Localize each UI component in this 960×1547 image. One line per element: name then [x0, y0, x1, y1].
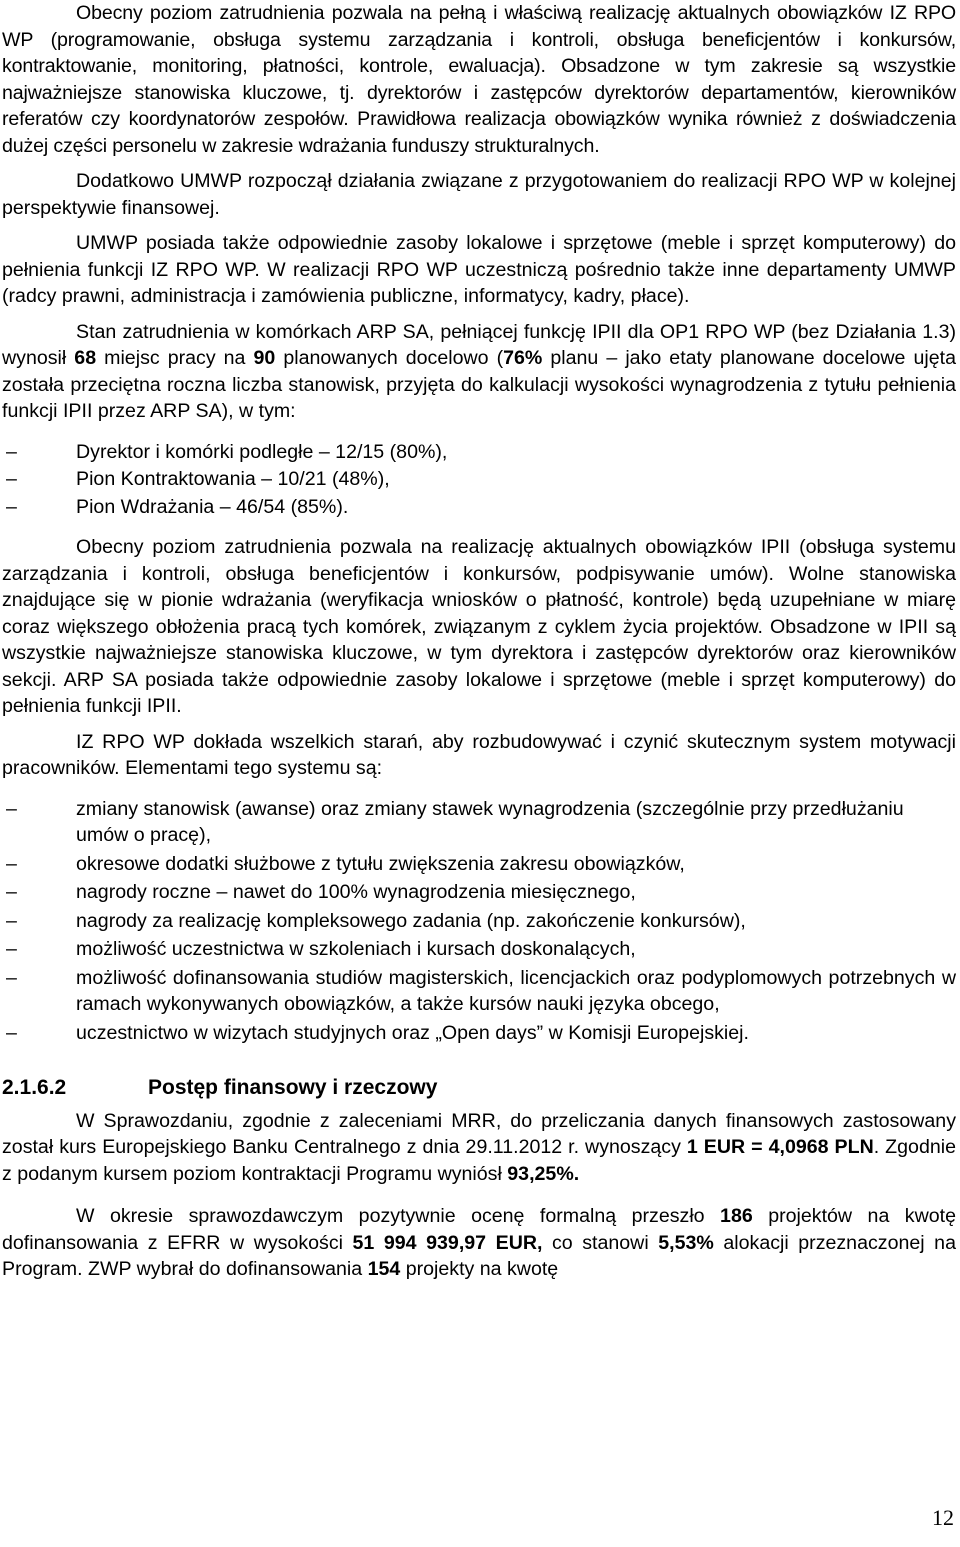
- dash-bullet: –: [6, 468, 17, 490]
- dash-bullet: –: [6, 1021, 17, 1044]
- plan-percent: 76%: [503, 347, 543, 369]
- page-number: 12: [932, 1505, 954, 1530]
- staffing-list: [2, 439, 956, 521]
- section-number: 2.1.6.2: [2, 1076, 67, 1099]
- exchange-rate: 1 EUR = 4,0968 PLN: [686, 1136, 874, 1158]
- paragraph-formal-assessment: W okresie sprawozdawczym pozytywnie ocenę formalną przeszło 186 projektów na kwotę dofinansowania z EFRR w wysokości 51 994 939,97 EUR, co stanowi 5,53% alokacji przeznaczonej na Program. ZWP wybrał do dofinansowania 154 projekty na kwotę: [2, 1205, 956, 1280]
- motivation-list: [2, 796, 956, 1047]
- employed-count: 68: [74, 347, 97, 369]
- projects-passed-count: 186: [720, 1205, 753, 1227]
- paragraph-employment-iz: Obecny poziom zatrudnienia pozwala na pełną i właściwą realizację aktualnych obowiązków IZ RPO WP (programowanie, obsługa systemu zarządzania i kontroli, obsługa beneficjentów i konkursów, kontraktowanie, monitoring, płatności, kontrole, ewaluacja). Obsadzone w tym zakresie są wszystkie najważniejsze stanowiska kluczowe, tj. dyrektorów i zastępców dyrektorów departamentów, kierowników referatów czy koordynatorów zespołów. Prawidłowa realizacja obowiązków wynika również z doświadczenia dużej części personelu w zakresie wdrażania funduszy strukturalnych.: [2, 2, 956, 157]
- document-body: [2, 0, 956, 1283]
- list-item: – okresowe dodatki służbowe z tytułu zwiększenia zakresu obowiązków,: [2, 851, 956, 878]
- list-item: – nagrody za realizację kompleksowego zadania (np. zakończenie konkursów),: [2, 908, 956, 935]
- paragraph-exchange-rate: W Sprawozdaniu, zgodnie z zaleceniami MRR, do przeliczania danych finansowych zastosowany został kurs Europejskiego Banku Centralnego z dnia 29.11.2012 r. wynoszący 1 EUR = 4,0968 PLN. Zgodnie z podanym kursem poziom kontraktacji Programu wyniósł 93,25%.: [2, 1109, 956, 1185]
- paragraph-umwp-resources: UMWP posiada także odpowiednie zasoby lokalowe i sprzętowe (meble i sprzęt komputerowy) do pełnienia funkcji IZ RPO WP. W realizacji RPO WP uczestniczą pośrednio także inne departamenty UMWP (radcy prawni, administracja i zamówienia publiczne, informatycy, kadry, płace).: [2, 232, 956, 307]
- list-item: – Pion Kontraktowania – 10/21 (48%),: [2, 466, 956, 493]
- dash-bullet: –: [6, 966, 17, 989]
- list-item: – Dyrektor i komórki podległe – 12/15 (80%),: [2, 439, 956, 466]
- selected-projects-count: 154: [367, 1258, 401, 1280]
- section-heading: [2, 1075, 956, 1102]
- dash-bullet: –: [6, 495, 17, 518]
- dash-bullet: –: [6, 938, 17, 960]
- dash-bullet: –: [6, 440, 17, 463]
- efrr-amount: 51 994 939,97 EUR,: [352, 1231, 543, 1254]
- paragraph-motivation-system: IZ RPO WP dokłada wszelkich starań, aby rozbudowywać i czynić skutecznym system motywacji pracowników. Elementami tego systemu są:: [2, 730, 956, 779]
- list-item: – Pion Wdrażania – 46/54 (85%).: [2, 494, 956, 521]
- allocation-percent: 5,53%: [658, 1231, 714, 1254]
- list-item: – nagrody roczne – nawet do 100% wynagrodzenia miesięcznego,: [2, 879, 956, 906]
- paragraph-umwp-preparation: Dodatkowo UMWP rozpoczął działania związane z przygotowaniem do realizacji RPO WP w kolejnej perspektywie finansowej.: [2, 170, 956, 219]
- list-item: – uczestnictwo w wizytach studyjnych oraz „Open days” w Komisji Europejskiej.: [2, 1020, 956, 1047]
- paragraph-arp-employment: Stan zatrudnienia w komórkach ARP SA, pełniącej funkcję IPII dla OP1 RPO WP (bez Działania 1.3) wynosił 68 miejsc pracy na 90 planowanych docelowo (76% planu – jako etaty planowane docelowe ujęta została przeciętna roczna liczba stanowisk, przyjęta do kalkulacji wysokości wynagrodzenia z tytułu pełnienia funkcji IPII przez ARP SA), w tym:: [2, 320, 956, 422]
- dash-bullet: –: [6, 852, 17, 875]
- section-title: Postęp finansowy i rzeczowy: [148, 1076, 438, 1099]
- contracting-level: 93,25%.: [507, 1162, 580, 1185]
- list-item: – możliwość dofinansowania studiów magisterskich, licencjackich oraz podyplomowych potrzebnych w ramach wykonywanych obowiązków, a także kursów nauki języka obcego,: [6, 966, 956, 1015]
- dash-bullet: –: [6, 797, 17, 820]
- dash-bullet: –: [6, 909, 17, 932]
- list-item: – możliwość uczestnictwa w szkoleniach i kursach doskonalących,: [2, 936, 956, 963]
- list-item: – zmiany stanowisk (awanse) oraz zmiany stawek wynagrodzenia (szczególnie przy przedłużaniu umów o pracę),: [6, 797, 904, 846]
- paragraph-ipii-employment: Obecny poziom zatrudnienia pozwala na realizację aktualnych obowiązków IPII (obsługa systemu zarządzania i kontroli, obsługa beneficjentów i konkursów, podpisywanie umów). Wolne stanowiska znajdujące się w pionie wdrażania (weryfikacja wniosków o płatność, kontrole) będą uzupełniane w miarę coraz większego obłożenia pracą tych komórek, związanym z cyklem życia projektów. Obsadzone w IPII są wszystkie najważniejsze stanowiska kluczowe, w tym dyrektora i zastępców dyrektorów oraz kierowników sekcji. ARP SA posiada także odpowiednie zasoby lokalowe i sprzętowe (meble i sprzęt komputerowy) do pełnienia funkcji IPII.: [2, 536, 956, 717]
- planned-count: 90: [253, 347, 276, 369]
- dash-bullet: –: [6, 881, 17, 903]
